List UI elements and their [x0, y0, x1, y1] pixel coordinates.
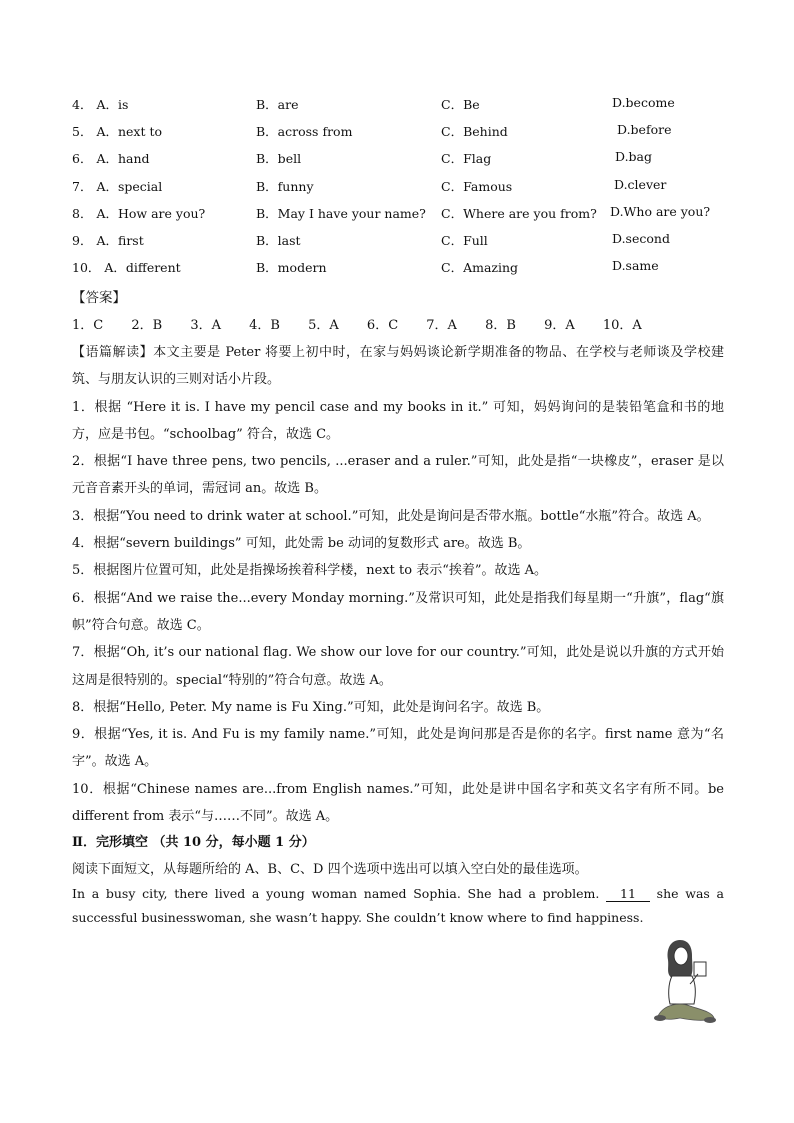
- option-c: C．Full: [441, 232, 488, 248]
- option-row: [72, 95, 732, 122]
- passage-summary: 【语篇解读】本文主要是 Peter 将要上初中时，在家与妈妈谈论新学期准备的物品、在学校与老师谈及学校建筑、与朋友认识的三则对话小片段。: [72, 345, 724, 388]
- passage-text: In a busy city, there lived a young woman named Sophia. She had a problem.: [72, 886, 600, 901]
- explanation-item: 5．根据图片位置可知，此处是指操场挨着科学楼，next to 表示“挨着”。故选 A。: [72, 563, 548, 579]
- option-b: B．are: [256, 97, 299, 112]
- explanation-item: 1．根据 “Here it is. I have my pencil case and my books in it.” 可知，妈妈询问的是装铅笔盒和书的地方，应是书包。“schoolbag” 符合，故选 C。: [72, 399, 724, 442]
- option-b: B．funny: [256, 178, 314, 194]
- option-row: [72, 177, 732, 204]
- answer-item: 5．A: [308, 318, 339, 333]
- answer-item: 8．B: [485, 318, 516, 333]
- section-instruction: 阅读下面短文，从每题所给的 A、B、C、D 四个选项中选出可以填入空白处的最佳选项。: [72, 862, 588, 877]
- option-c: C．Amazing: [441, 260, 519, 276]
- explanation-section: [72, 339, 724, 830]
- answer-item: 9．A: [544, 318, 575, 333]
- option-d: D.bag: [615, 149, 653, 165]
- option-row: [72, 122, 732, 149]
- explanation-item: 7．根据“Oh, it’s our national flag. We show our love for our country.”可知，此处是说以升旗的方式开始这周是很特别的。special“特别的”符合句意。故选 A。: [72, 645, 724, 688]
- option-c: C．Flag: [441, 151, 492, 167]
- option-a: A．first: [96, 232, 144, 248]
- question-number: 7．: [72, 178, 93, 194]
- option-d: D.clever: [614, 176, 667, 192]
- option-d: D.Who are you?: [610, 203, 711, 219]
- option-d: D.same: [612, 258, 659, 274]
- option-row: [72, 149, 732, 176]
- option-b: B．May I have your name?: [256, 205, 426, 221]
- explanation-item: 4．根据“severn buildings” 可知，此处需 be 动词的复数形式 are。故选 B。: [72, 536, 531, 552]
- option-a: A．special: [96, 178, 163, 194]
- answer-item: 3．A: [190, 318, 221, 333]
- question-number: 5．: [72, 124, 93, 140]
- blank-11: 11: [606, 887, 650, 902]
- answer-item: 10．A: [602, 318, 642, 333]
- explanation-item: 3．根据“You need to drink water at school.”可知，此处是询问是否带水瓶。bottle“水瓶”符合。故选 A。: [72, 508, 710, 524]
- cloze-passage: [72, 882, 724, 930]
- option-c: C．Behind: [441, 124, 508, 140]
- option-d: D.become: [612, 95, 675, 110]
- answer-label: 【答案】: [72, 290, 126, 306]
- option-b: B．bell: [256, 151, 302, 167]
- answer-item: 1．C: [72, 318, 104, 333]
- explanation-item: 2．根据“I have three pens, two pencils, ...eraser and a ruler.”可知，此处是指“一块橡皮”，eraser 是以元音音素开头的单词，需冠词 an。故选 B。: [72, 454, 724, 497]
- option-row: [72, 258, 732, 285]
- answer-item: 6．C: [366, 318, 399, 333]
- option-a: A．How are you?: [96, 205, 206, 221]
- woman-illustration: [650, 934, 720, 1024]
- answer-item: 2．B: [131, 318, 163, 333]
- option-a: A．is: [96, 97, 129, 112]
- option-a: A．hand: [96, 151, 150, 167]
- options-table: [72, 95, 732, 285]
- option-d: D.second: [612, 230, 670, 246]
- option-c: C．Famous: [441, 178, 513, 194]
- option-row: [72, 204, 732, 231]
- explanation-item: 10．根据“Chinese names are...from English names.”可知，此处是讲中国名字和英文名字有所不同。be different from 表示“与……不同”。故选 A。: [72, 781, 724, 825]
- answer-item: 4．B: [249, 318, 280, 333]
- option-b: B．across from: [256, 124, 353, 140]
- section-title: Ⅱ．完形填空 （共 10 分，每小题 1 分）: [72, 835, 315, 850]
- option-b: B．last: [256, 232, 301, 248]
- explanation-item: 6．根据“And we raise the...every Monday morning.”及常识可知，此处是指我们每星期一“升旗”，flag“旗帜”符合句意。故选 C。: [72, 590, 724, 633]
- answer-item: 7．A: [426, 318, 457, 333]
- question-number: 9．: [72, 232, 93, 248]
- option-b: B．modern: [256, 260, 327, 276]
- explanation-item: 8．根据“Hello, Peter. My name is Fu Xing.”可知，此处是询问名字。故选 B。: [72, 699, 550, 715]
- question-number: 6．: [72, 151, 93, 167]
- question-number: 4．: [72, 97, 93, 112]
- passage-text: she was a successful businesswoman, she wasn’t happy. She couldn’t know where to find happiness.: [72, 886, 724, 925]
- answer-key: [72, 312, 724, 339]
- option-row: [72, 231, 732, 258]
- option-c: C．Where are you from?: [441, 205, 597, 221]
- option-c: C．Be: [441, 97, 480, 112]
- option-d: D.before: [617, 122, 672, 138]
- option-a: A．different: [104, 260, 181, 276]
- explanation-item: 9．根据“Yes, it is. And Fu is my family name.”可知，此处是询问那是否是你的名字。first name 意为“名字”。故选 A。: [72, 727, 724, 770]
- question-number: 10．: [72, 260, 101, 276]
- question-number: 8．: [72, 205, 93, 221]
- option-a: A．next to: [96, 124, 163, 140]
